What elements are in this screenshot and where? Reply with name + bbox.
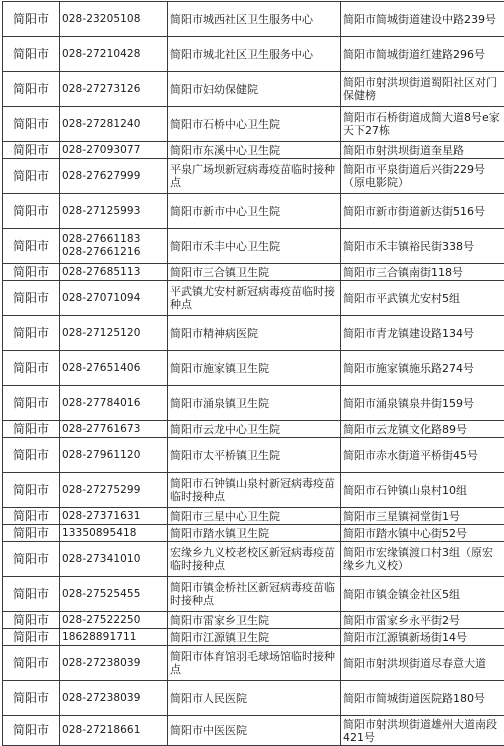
table-body — [3, 2, 504, 746]
site-name-cell: 简阳市江源镇卫生院 — [168, 629, 341, 646]
address-cell: 简阳市涌泉镇泉井街159号 — [341, 386, 504, 421]
address-cell: 简阳市三星镇祠堂街1号 — [341, 508, 504, 525]
table-row — [3, 194, 504, 229]
address-cell: 简阳市简城街道医院路180号 — [341, 681, 504, 716]
city-cell: 简阳市 — [3, 142, 60, 159]
table-row — [3, 264, 504, 281]
phone-cell: 028-27093077 — [60, 142, 168, 159]
site-name-cell: 简阳市精神病医院 — [168, 316, 341, 351]
city-cell: 简阳市 — [3, 577, 60, 612]
phone-cell: 18628891711 — [60, 629, 168, 646]
phone-cell: 028-27627999 — [60, 159, 168, 194]
address-cell: 简阳市踏水镇中心街52号 — [341, 525, 504, 542]
site-name-cell: 宏缘乡九义校老校区新冠病毒疫苗临时接种点 — [168, 542, 341, 577]
phone-cell: 028-23205108 — [60, 2, 168, 37]
address-cell: 简阳市施家镇施乐路274号 — [341, 351, 504, 386]
table-row — [3, 646, 504, 681]
site-name-cell: 平武镇尤安村新冠病毒疫苗临时接种点 — [168, 281, 341, 316]
table-row — [3, 473, 504, 508]
city-cell: 简阳市 — [3, 525, 60, 542]
address-cell: 简阳市禾丰镇裕民街338号 — [341, 229, 504, 264]
address-cell: 简阳市镇金镇金社区5组 — [341, 577, 504, 612]
phone-cell: 028-27371631 — [60, 508, 168, 525]
table-row — [3, 542, 504, 577]
table-row — [3, 508, 504, 525]
table-row — [3, 681, 504, 716]
site-name-cell: 简阳市新市中心卫生院 — [168, 194, 341, 229]
address-cell: 简阳市射洪坝街道尽春意大道 — [341, 646, 504, 681]
site-name-cell: 简阳市禾丰中心卫生院 — [168, 229, 341, 264]
phone-cell: 028-27341010 — [60, 542, 168, 577]
city-cell: 简阳市 — [3, 716, 60, 746]
site-name-cell: 简阳市云龙中心卫生院 — [168, 421, 341, 438]
site-name-cell: 简阳市妇幼保健院 — [168, 72, 341, 107]
table-row — [3, 281, 504, 316]
address-cell: 简阳市射洪坝街道蜀阳社区对门保健榜 — [341, 72, 504, 107]
table-row — [3, 2, 504, 37]
address-cell: 简阳市射洪坝街道奎星路 — [341, 142, 504, 159]
city-cell: 简阳市 — [3, 194, 60, 229]
phone-cell: 13350895418 — [60, 525, 168, 542]
address-cell: 简阳市石桥街道成简大道8号e家天下27栋 — [341, 107, 504, 142]
city-cell: 简阳市 — [3, 159, 60, 194]
city-cell: 简阳市 — [3, 421, 60, 438]
phone-cell: 028-27238039 — [60, 681, 168, 716]
site-name-cell: 简阳市体育馆羽毛球场馆临时接种点 — [168, 646, 341, 681]
table-row — [3, 438, 504, 473]
table-row — [3, 577, 504, 612]
address-cell: 简阳市新市街道新达街516号 — [341, 194, 504, 229]
table-row — [3, 421, 504, 438]
table-row — [3, 316, 504, 351]
address-cell: 简阳市石钟镇山泉村10组 — [341, 473, 504, 508]
site-name-cell: 简阳市太平桥镇卫生院 — [168, 438, 341, 473]
phone-cell: 028-27238039 — [60, 646, 168, 681]
address-cell: 简阳市平泉街道后兴街229号（原电影院） — [341, 159, 504, 194]
vaccination-site-table — [2, 1, 504, 746]
phone-cell: 028-27210428 — [60, 37, 168, 72]
address-cell: 简阳市云龙镇文化路89号 — [341, 421, 504, 438]
phone-cell: 028-27961120 — [60, 438, 168, 473]
site-name-cell: 简阳市东溪中心卫生院 — [168, 142, 341, 159]
address-cell: 简阳市宏缘镇渡口村3组（原宏缘乡九义校） — [341, 542, 504, 577]
phone-cell — [60, 229, 168, 264]
table-row — [3, 107, 504, 142]
address-cell: 简阳市青龙镇建设路134号 — [341, 316, 504, 351]
city-cell: 简阳市 — [3, 264, 60, 281]
site-name-cell: 简阳市涌泉镇卫生院 — [168, 386, 341, 421]
city-cell: 简阳市 — [3, 2, 60, 37]
city-cell: 简阳市 — [3, 612, 60, 629]
table-row — [3, 612, 504, 629]
address-cell: 简阳市简城街道建设中路239号 — [341, 2, 504, 37]
city-cell: 简阳市 — [3, 351, 60, 386]
city-cell: 简阳市 — [3, 646, 60, 681]
phone-cell: 028-27525455 — [60, 577, 168, 612]
site-name-cell: 简阳市城北社区卫生服务中心 — [168, 37, 341, 72]
city-cell: 简阳市 — [3, 281, 60, 316]
table-row — [3, 72, 504, 107]
address-cell: 简阳市雷家乡永平街2号 — [341, 612, 504, 629]
address-cell: 简阳市三合镇南街118号 — [341, 264, 504, 281]
phone-number: 028-27661183 — [62, 233, 165, 246]
site-name-cell: 简阳市镇金桥社区新冠病毒疫苗临时接种点 — [168, 577, 341, 612]
table-row — [3, 229, 504, 264]
city-cell: 简阳市 — [3, 37, 60, 72]
address-cell: 简阳市射洪坝街道雄州大道南段421号 — [341, 716, 504, 746]
phone-cell: 028-27522250 — [60, 612, 168, 629]
site-name-cell: 简阳市三星中心卫生院 — [168, 508, 341, 525]
site-name-cell: 简阳市三合镇卫生院 — [168, 264, 341, 281]
phone-cell: 028-27071094 — [60, 281, 168, 316]
city-cell: 简阳市 — [3, 107, 60, 142]
site-name-cell: 简阳市踏水镇卫生院 — [168, 525, 341, 542]
table-row — [3, 716, 504, 746]
site-name-cell: 平泉广场坝新冠病毒疫苗临时接种点 — [168, 159, 341, 194]
phone-number-secondary: 028-27661216 — [62, 246, 165, 259]
site-name-cell: 简阳市中医医院 — [168, 716, 341, 746]
city-cell: 简阳市 — [3, 386, 60, 421]
address-cell: 简阳市简城街道红建路296号 — [341, 37, 504, 72]
address-cell: 简阳市平武镇尤安村5组 — [341, 281, 504, 316]
site-name-cell: 简阳市雷家乡卫生院 — [168, 612, 341, 629]
table-row — [3, 37, 504, 72]
city-cell: 简阳市 — [3, 72, 60, 107]
site-name-cell: 简阳市石钟镇山泉村新冠病毒疫苗临时接种点 — [168, 473, 341, 508]
city-cell: 简阳市 — [3, 316, 60, 351]
phone-cell: 028-27218661 — [60, 716, 168, 746]
phone-cell: 028-27685113 — [60, 264, 168, 281]
site-name-cell: 简阳市石桥中心卫生院 — [168, 107, 341, 142]
city-cell: 简阳市 — [3, 229, 60, 264]
table-row — [3, 629, 504, 646]
city-cell: 简阳市 — [3, 438, 60, 473]
phone-cell: 028-27761673 — [60, 421, 168, 438]
phone-cell: 028-27273126 — [60, 72, 168, 107]
phone-cell: 028-27125120 — [60, 316, 168, 351]
table-row — [3, 386, 504, 421]
site-name-cell: 简阳市人民医院 — [168, 681, 341, 716]
table-row — [3, 159, 504, 194]
table-row — [3, 142, 504, 159]
table-row — [3, 351, 504, 386]
address-cell: 简阳市江源镇新场街14号 — [341, 629, 504, 646]
address-cell: 简阳市赤水街道平桥街45号 — [341, 438, 504, 473]
phone-cell: 028-27281240 — [60, 107, 168, 142]
city-cell: 简阳市 — [3, 629, 60, 646]
phone-cell: 028-27784016 — [60, 386, 168, 421]
phone-cell: 028-27275299 — [60, 473, 168, 508]
site-name-cell: 简阳市施家镇卫生院 — [168, 351, 341, 386]
city-cell: 简阳市 — [3, 508, 60, 525]
city-cell: 简阳市 — [3, 473, 60, 508]
site-name-cell: 简阳市城西社区卫生服务中心 — [168, 2, 341, 37]
table-row — [3, 525, 504, 542]
city-cell: 简阳市 — [3, 681, 60, 716]
city-cell: 简阳市 — [3, 542, 60, 577]
phone-cell: 028-27651406 — [60, 351, 168, 386]
phone-cell: 028-27125993 — [60, 194, 168, 229]
